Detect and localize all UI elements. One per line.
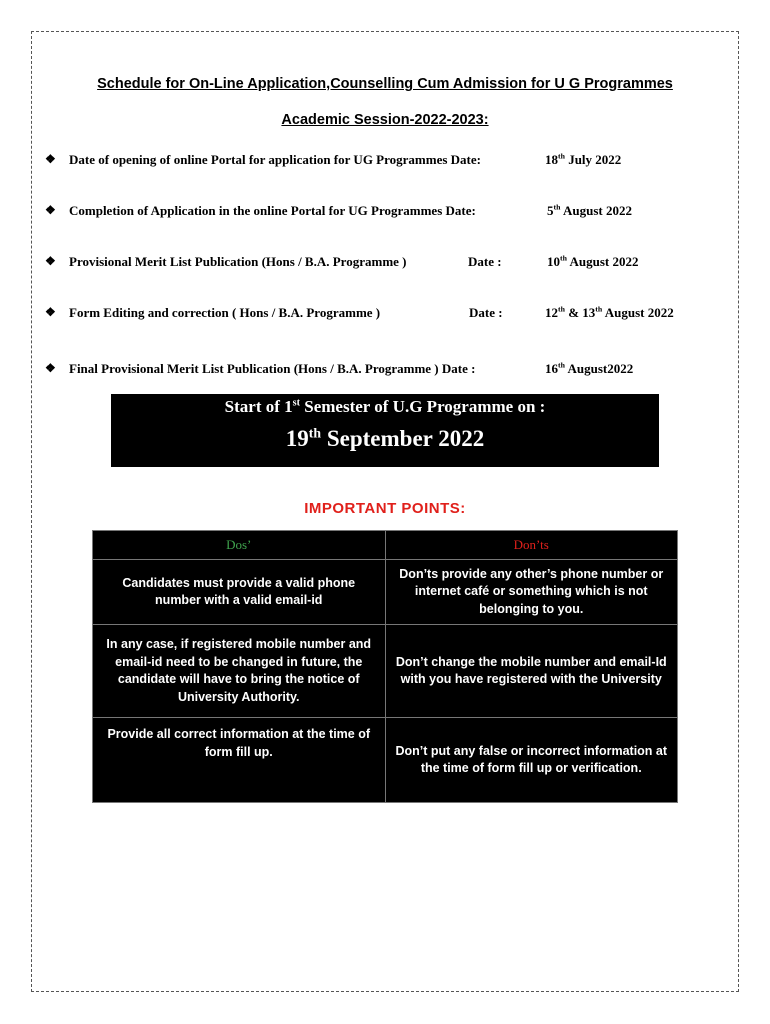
- table-row: [93, 625, 678, 718]
- banner-heading: Start of 1st Semester of U.G Programme on :: [224, 397, 546, 416]
- schedule-date: 10th August 2022: [547, 253, 639, 269]
- donts-cell: Don’ts provide any other’s phone number or internet café or something which is not belonging to you.: [385, 560, 678, 625]
- schedule-date-label: Date :: [469, 305, 503, 320]
- schedule-date: 16th August2022: [545, 360, 634, 376]
- academic-session: Academic Session-2022-2023:: [281, 112, 489, 128]
- schedule-label: Completion of Application in the online Portal for UG Programmes Date:: [69, 203, 476, 218]
- diamond-bullet-icon: ❖: [45, 361, 56, 375]
- donts-cell: Don’t put any false or incorrect information at the time of form fill up or verification.: [385, 718, 678, 803]
- schedule-date-label: Date :: [468, 254, 502, 269]
- dos-cell: Provide all correct information at the time of form fill up.: [93, 718, 386, 803]
- banner-date: 19th September 2022: [285, 425, 485, 451]
- schedule-item-portal-opening: [45, 152, 745, 172]
- schedule-label: Date of opening of online Portal for application for UG Programmes Date:: [69, 152, 481, 167]
- dos-cell: Candidates must provide a valid phone number with a valid email-id: [93, 560, 386, 625]
- diamond-bullet-icon: ❖: [45, 305, 56, 319]
- diamond-bullet-icon: ❖: [45, 203, 56, 217]
- dos-header: Dos’: [93, 531, 386, 560]
- donts-cell: Don’t change the mobile number and email-Id with you have registered with the University: [385, 625, 678, 718]
- dos-cell: In any case, if registered mobile number and email-id need to be changed in future, the candidate will have to bring the notice of University Authority.: [93, 625, 386, 718]
- schedule-item-form-editing: [45, 305, 745, 325]
- semester-start-banner: [111, 394, 659, 467]
- dos-donts-table: [92, 530, 678, 803]
- diamond-bullet-icon: ❖: [45, 152, 56, 166]
- schedule-date: 18th July 2022: [545, 151, 622, 167]
- schedule-label: Provisional Merit List Publication (Hons / B.A. Programme ): [69, 254, 407, 269]
- table-row: [93, 718, 678, 803]
- schedule-item-application-completion: [45, 203, 745, 223]
- schedule-item-final-merit-list: [45, 361, 745, 381]
- schedule-label: Final Provisional Merit List Publication (Hons / B.A. Programme ) Date :: [69, 361, 476, 376]
- important-points-heading: IMPORTANT POINTS:: [304, 500, 466, 517]
- table-row: [93, 560, 678, 625]
- schedule-item-provisional-merit-list: [45, 254, 745, 274]
- schedule-label: Form Editing and correction ( Hons / B.A. Programme ): [69, 305, 381, 320]
- diamond-bullet-icon: ❖: [45, 254, 56, 268]
- donts-header: Don’ts: [385, 531, 678, 560]
- schedule-date: 5th August 2022: [547, 202, 632, 218]
- schedule-date: 12th & 13th August 2022: [545, 304, 674, 320]
- page-title: Schedule for On-Line Application,Counselling Cum Admission for U G Programmes: [97, 76, 673, 92]
